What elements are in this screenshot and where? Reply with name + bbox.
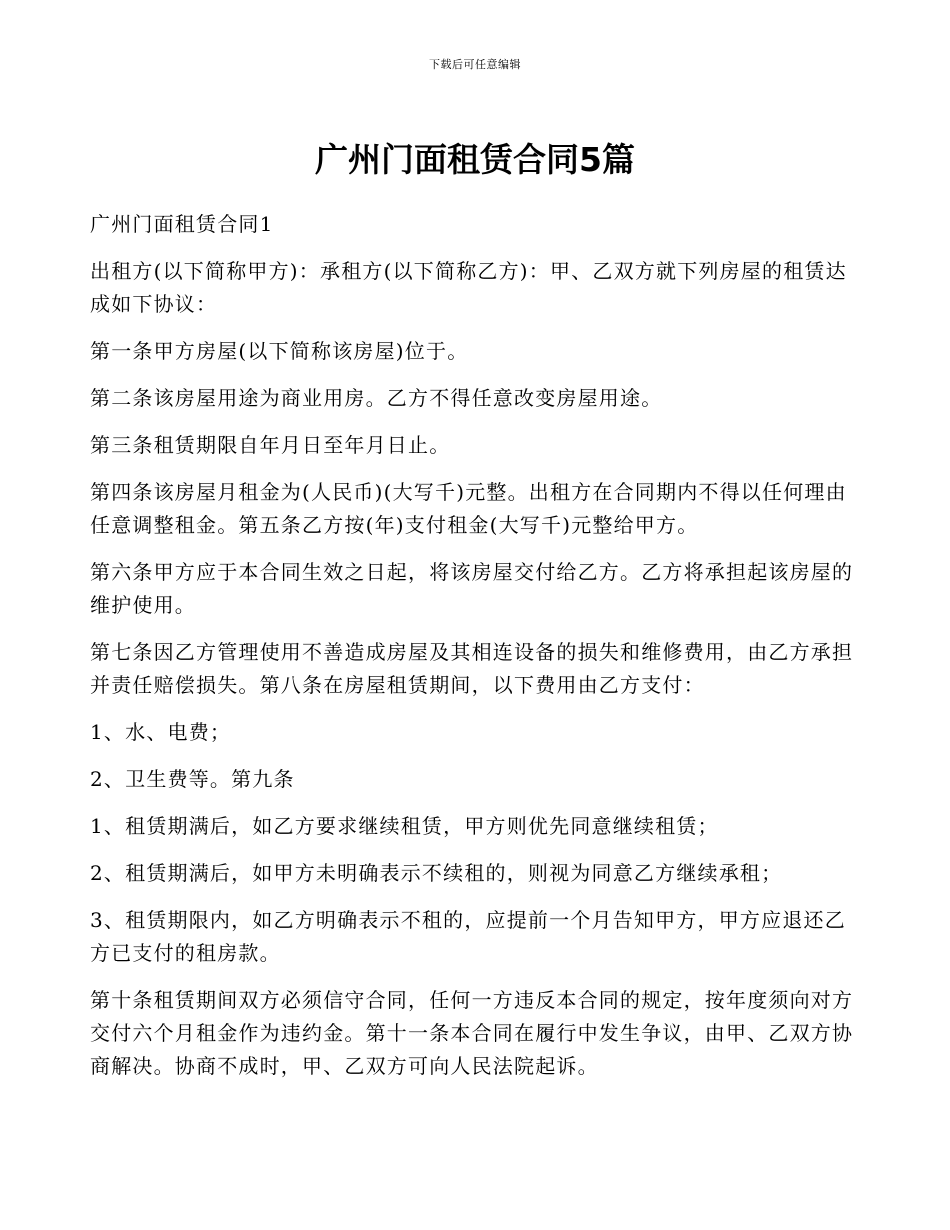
paragraph-article-10-11: 第十条租赁期间双方必须信守合同，任何一方违反本合同的规定，按年度须向对方交付六个月租金作为违约金。第十一条本合同在履行中发生争议，由甲、乙双方协商解决。协商不成时，甲、乙双方可向人民法院起诉。 bbox=[90, 988, 854, 1078]
document-title: 广州门面租赁合同5篇 bbox=[315, 140, 635, 179]
paragraph-article-3: 第三条租赁期限自年月日至年月日止。 bbox=[90, 433, 451, 457]
paragraph-renewal-3: 3、租赁期限内，如乙方明确表示不租的，应提前一个月告知甲方，甲方应退还乙方已支付的租房款。 bbox=[90, 908, 846, 965]
document-body bbox=[90, 208, 865, 1097]
paragraph-article-1: 第一条甲方房屋(以下简称该房屋)位于。 bbox=[90, 339, 469, 363]
paragraph-article-2: 第二条该房屋用途为商业用房。乙方不得任意改变房屋用途。 bbox=[90, 386, 663, 410]
paragraph-list-item-2: 2、卫生费等。第九条 bbox=[90, 767, 295, 791]
paragraph-article-6: 第六条甲方应于本合同生效之日起，将该房屋交付给乙方。乙方将承担起该房屋的维护使用。 bbox=[90, 560, 854, 617]
paragraph-article-4-5: 第四条该房屋月租金为(人民币)(大写千)元整。出租方在合同期内不得以任何理由任意调整租金。第五条乙方按(年)支付租金(大写千)元整给甲方。 bbox=[90, 480, 847, 537]
paragraph-list-item-1: 1、水、电费； bbox=[90, 720, 232, 744]
paragraph-renewal-1: 1、租赁期满后，如乙方要求继续租赁，甲方则优先同意继续租赁； bbox=[90, 814, 719, 838]
paragraph-renewal-2: 2、租赁期满后，如甲方未明确表示不续租的，则视为同意乙方继续承租； bbox=[90, 861, 783, 885]
paragraph-section-heading: 广州门面租赁合同1 bbox=[90, 212, 274, 236]
paragraph-article-7-8: 第七条因乙方管理使用不善造成房屋及其相连设备的损失和维修费用，由乙方承担并责任赔偿损失。第八条在房屋租赁期间，以下费用由乙方支付： bbox=[90, 640, 854, 697]
page-header-note: 下载后可任意编辑 bbox=[429, 58, 521, 71]
paragraph-parties: 出租方(以下简称甲方)：承租方(以下简称乙方)：甲、乙双方就下列房屋的租赁达成如下协议： bbox=[90, 259, 847, 316]
